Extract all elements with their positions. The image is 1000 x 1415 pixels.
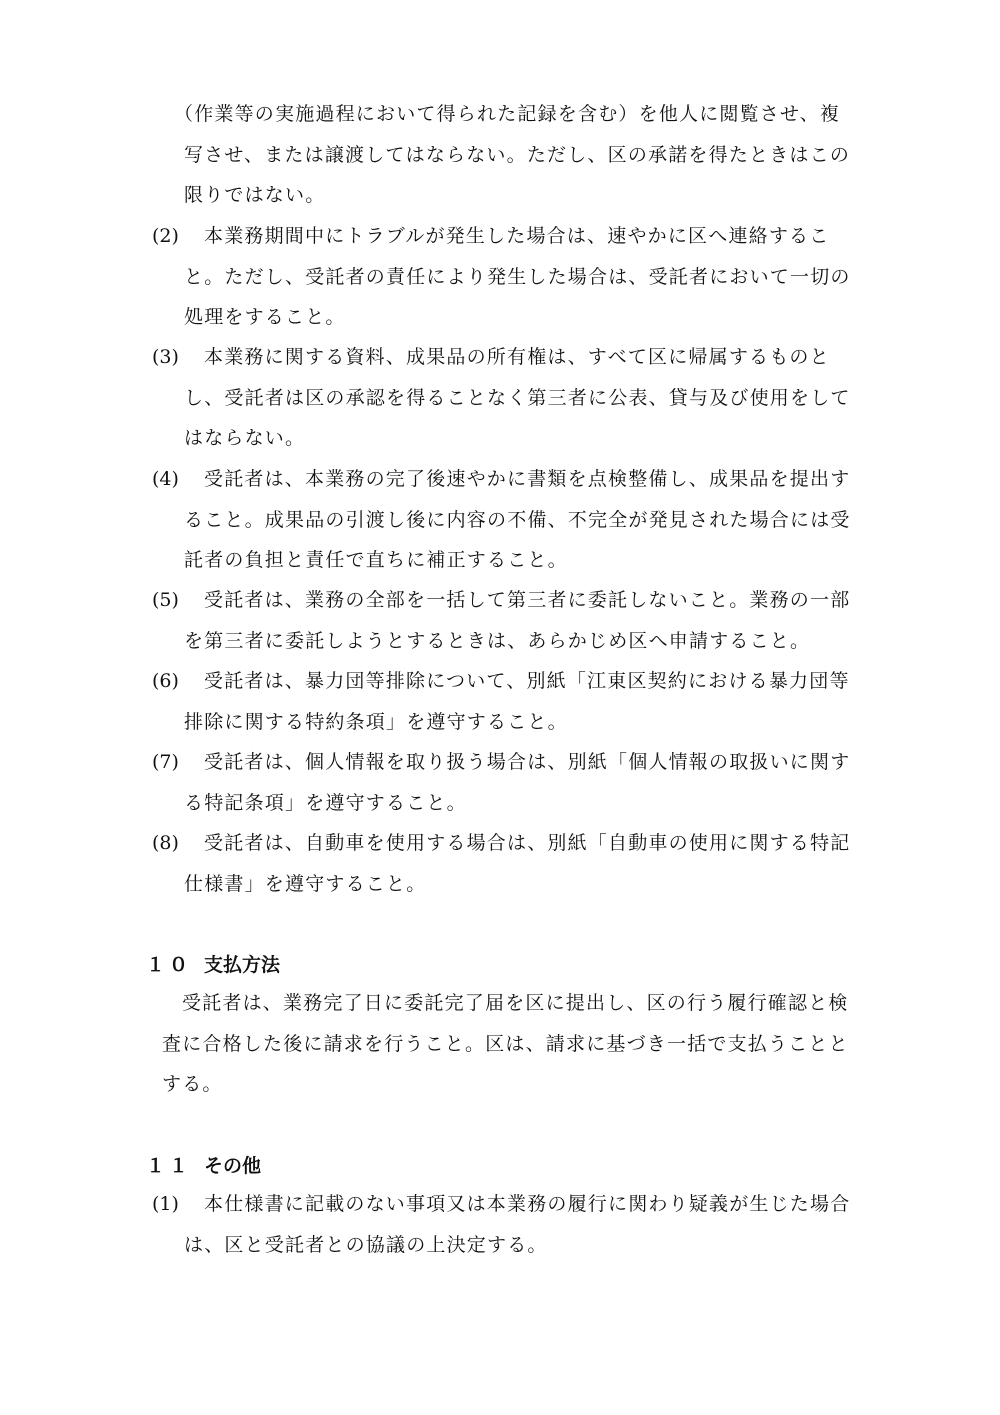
item-number: (6) <box>152 670 179 692</box>
list-item-8 <box>152 823 852 904</box>
section-heading-11 <box>146 1151 261 1181</box>
text-line: 限りではない。 <box>184 184 326 206</box>
item-number: (1) <box>152 1193 179 1215</box>
text-line: と。ただし、受託者の責任により発生した場合は、受託者において一切の <box>184 265 851 288</box>
text-line: はならない。 <box>184 427 306 449</box>
text-line: 査に合格した後に請求を行うこと。区は、請求に基づき一括で支払うことと <box>162 1032 849 1055</box>
list-item-7 <box>152 742 852 823</box>
item-body <box>184 216 852 338</box>
item-body <box>184 459 852 581</box>
section-heading-10 <box>146 950 280 980</box>
text-line: 受託者は、自動車を使用する場合は、別紙「自動車の使用に関する特記 <box>204 832 851 854</box>
section-number: １１ <box>146 1155 193 1177</box>
section-11-item-1 <box>152 1184 852 1265</box>
item-number: (5) <box>152 589 179 611</box>
section-number: １０ <box>146 954 193 976</box>
text-line: 託者の負担と責任で直ちに補正すること。 <box>184 549 568 571</box>
section-10-paragraph <box>162 983 862 1105</box>
text-line: し、受託者は区の承認を得ることなく第三者に公表、貸与及び使用をして <box>184 386 851 409</box>
section-title: その他 <box>204 1155 262 1177</box>
text-line: 本業務に関する資料、成果品の所有権は、すべて区に帰属するものと <box>204 346 830 368</box>
text-line: 受託者は、暴力団等排除について、別紙「江東区契約における暴力団等 <box>204 670 850 692</box>
text-line: る特記条項」を遵守すること。 <box>184 791 467 814</box>
text-line: を第三者に委託しようとするときは、あらかじめ区へ申請すること。 <box>184 629 811 652</box>
text-line: 写させ、または譲渡してはならない。ただし、区の承諾を得たときはこの <box>184 143 851 166</box>
text-line: 受託者は、個人情報を取り扱う場合は、別紙「個人情報の取扱いに関す <box>204 751 851 773</box>
text-line: 受託者は、本業務の完了後速やかに書類を点検整備し、成果品を提出す <box>204 468 851 490</box>
list-item-6 <box>152 661 852 742</box>
text-line: ること。成果品の引渡し後に内容の不備、不完全が発見された場合には受 <box>184 508 851 531</box>
text-line: は、区と受託者との協議の上決定する。 <box>184 1233 548 1256</box>
item-number: (8) <box>152 832 179 854</box>
text-line: （作業等の実施過程において得られた記録を含む）を他人に閲覧させ、複 <box>174 103 841 125</box>
list-item-5 <box>152 580 852 661</box>
item-body <box>184 823 852 904</box>
item-body <box>184 337 852 459</box>
item-number: (2) <box>152 225 179 247</box>
text-line: 排除に関する特約条項」を遵守すること。 <box>184 710 568 733</box>
text-line: 受託者は、業務の全部を一括して第三者に委託しないこと。業務の一部 <box>204 589 851 611</box>
item-body <box>184 580 852 661</box>
text-line: する。 <box>162 1073 223 1095</box>
list-item-2 <box>152 216 852 338</box>
item-number: (7) <box>152 751 179 773</box>
item-body <box>174 94 852 216</box>
item-body <box>184 1184 852 1265</box>
list-item-4 <box>152 459 852 581</box>
text-line: 仕様書」を遵守すること。 <box>184 872 427 895</box>
list-item-3 <box>152 337 852 459</box>
section-title: 支払方法 <box>204 954 281 976</box>
item-number: (4) <box>152 468 179 490</box>
text-line: 本業務期間中にトラブルが発生した場合は、速やかに区へ連絡するこ <box>204 225 830 247</box>
text-line: 受託者は、業務完了日に委託完了届を区に提出し、区の行う履行確認と検 <box>182 992 849 1014</box>
item-number: (3) <box>152 346 179 368</box>
item-body <box>184 742 852 823</box>
item-body <box>184 661 852 742</box>
text-line: 本仕様書に記載のない事項又は本業務の履行に関わり疑義が生じた場合 <box>204 1193 851 1215</box>
item-1-continuation <box>152 94 852 216</box>
text-line: 処理をすること。 <box>184 306 346 328</box>
